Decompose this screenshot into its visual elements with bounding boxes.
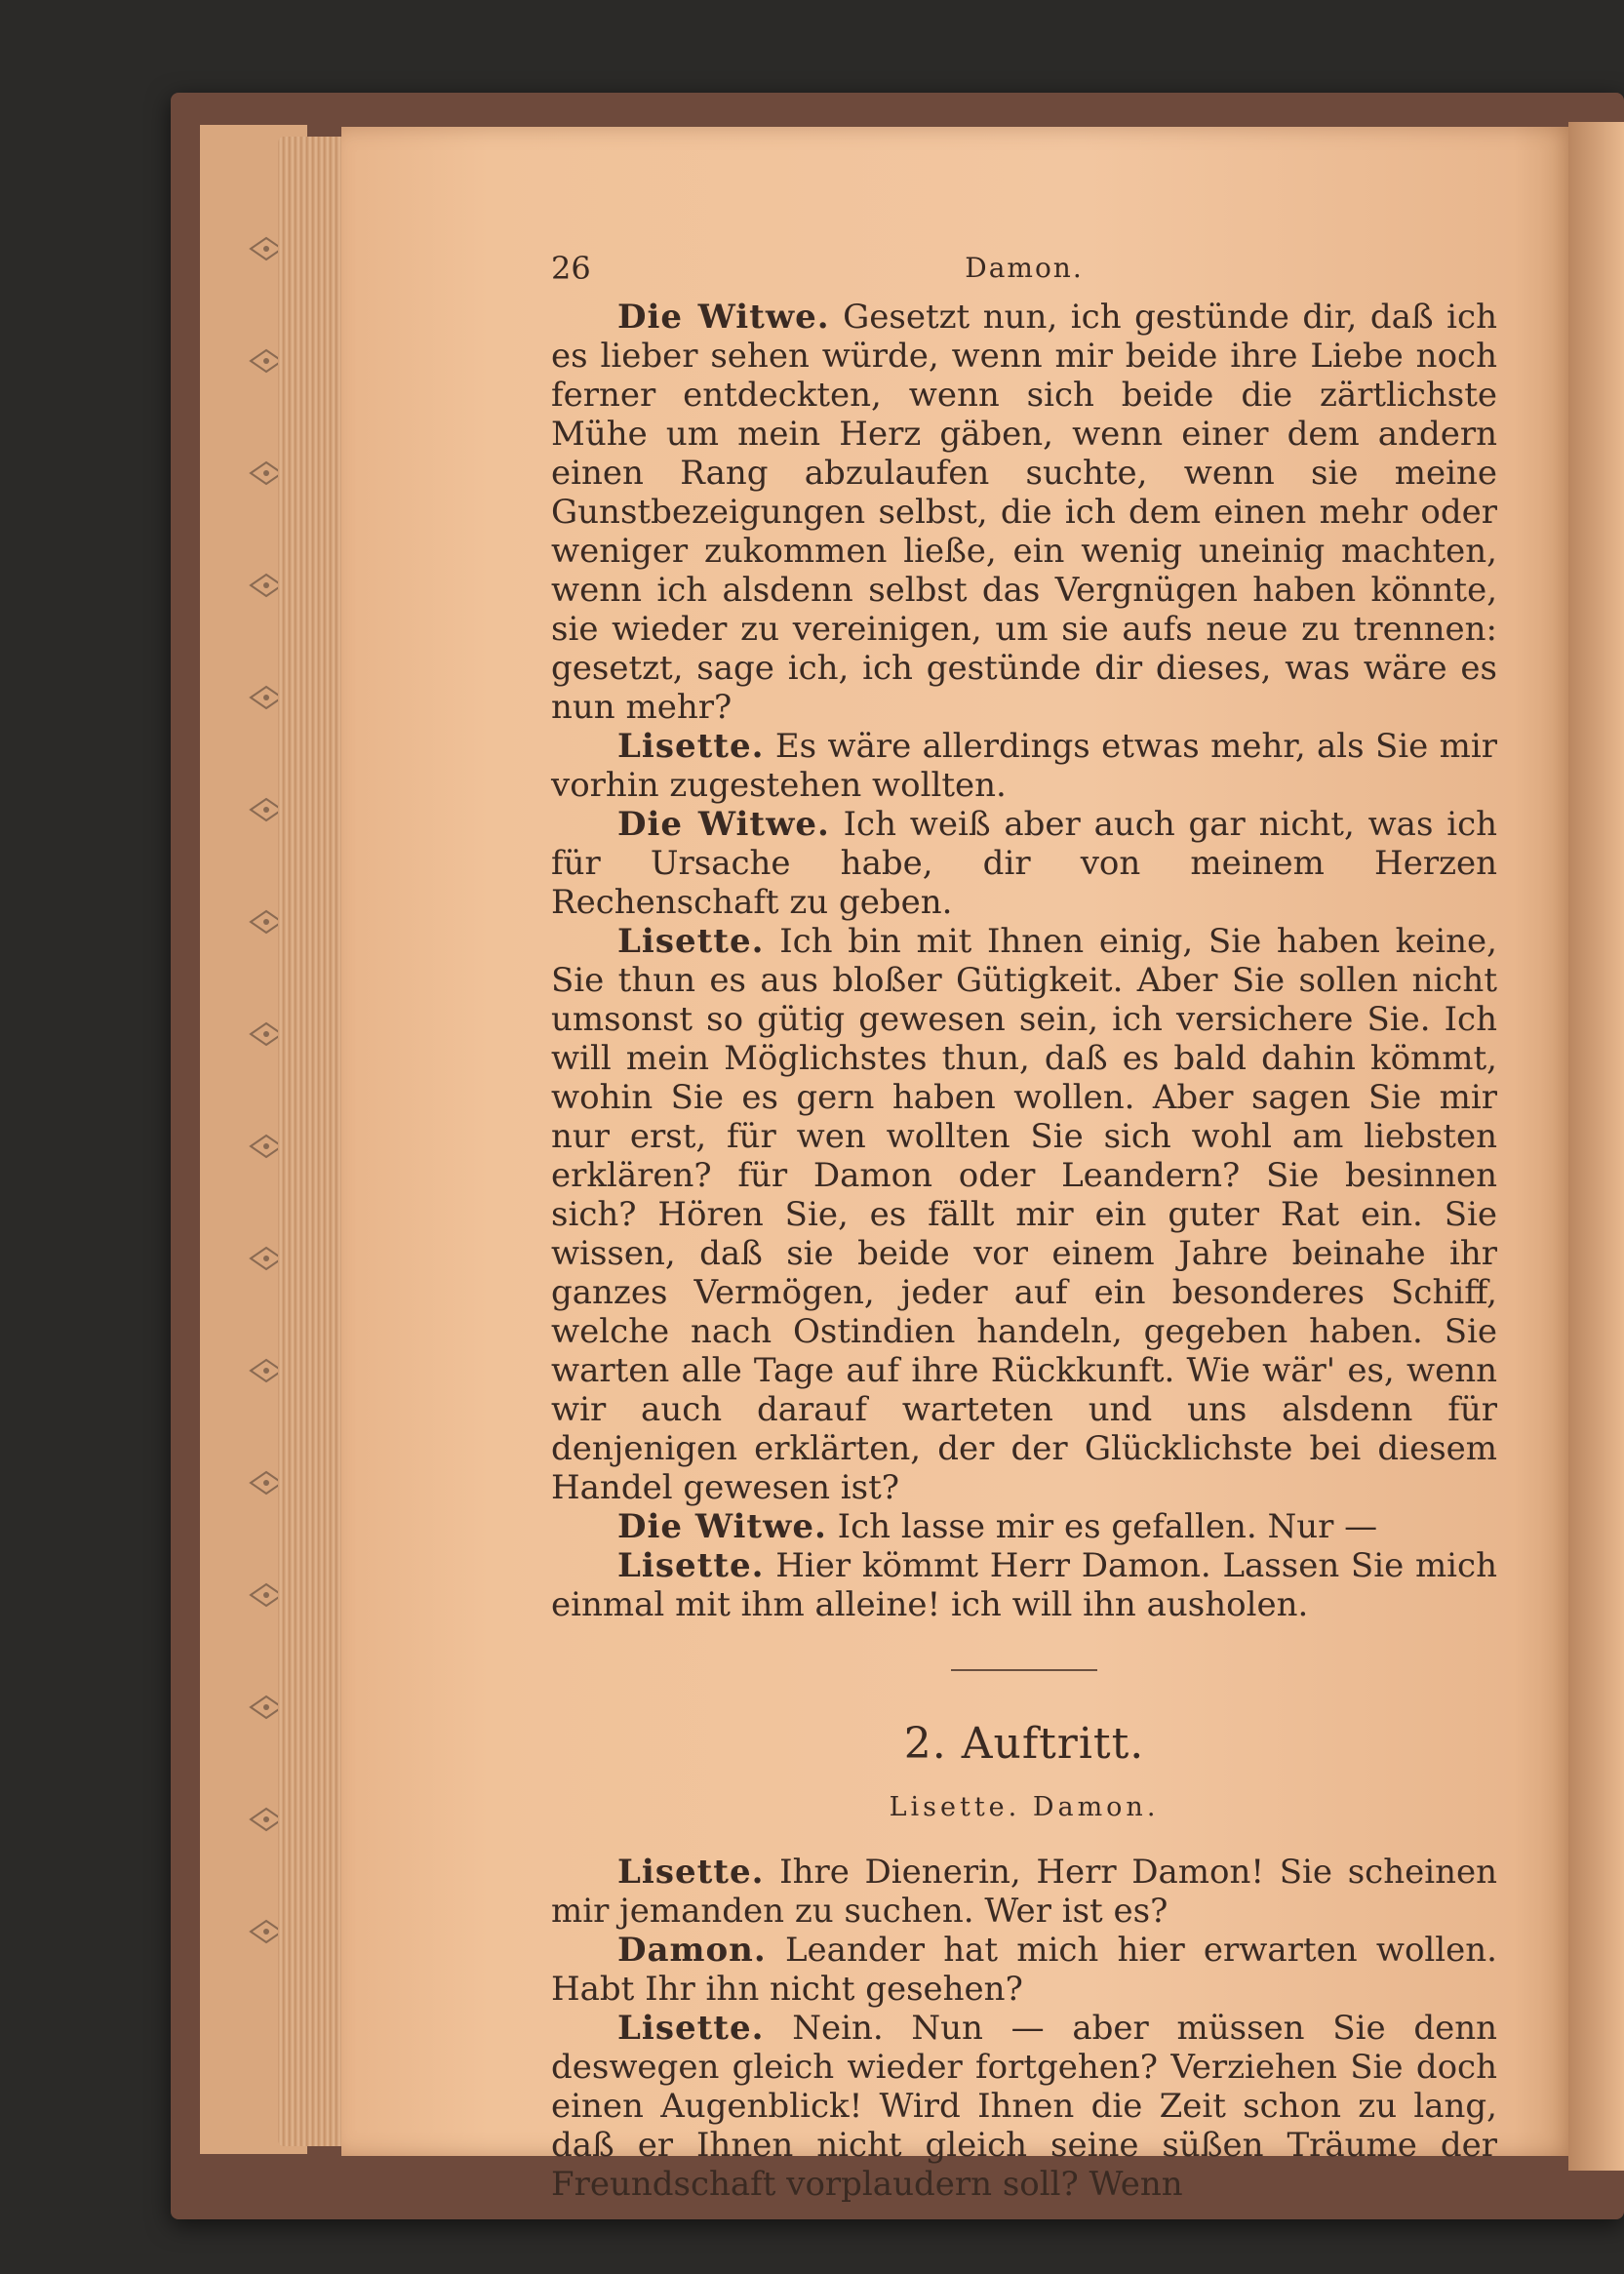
speaker-name: Lisette. — [617, 2009, 765, 2048]
speaker-name: Lisette. — [617, 1853, 765, 1892]
speaker-name: Damon. — [617, 1931, 767, 1970]
section-divider — [951, 1669, 1097, 1671]
speech-paragraph — [551, 922, 1497, 1507]
speech-text: Es wäre allerdings etwas mehr, als Sie mir vorhin zugestehen wollten. — [551, 727, 1498, 805]
speech-paragraph — [551, 1931, 1497, 2009]
speech-paragraph — [551, 805, 1497, 922]
speaker-name: Die Witwe. — [617, 298, 830, 337]
dialogue-block-2 — [551, 1853, 1497, 2204]
speech-paragraph — [551, 727, 1497, 805]
speech-paragraph — [551, 1853, 1497, 1931]
speech-paragraph — [551, 298, 1497, 727]
speech-text: Ihre Dienerin, Herr Damon! Sie scheinen mir jemanden zu suchen. Wer ist es? — [551, 1853, 1498, 1931]
speaker-name: Lisette. — [617, 727, 765, 766]
speaker-name: Die Witwe. — [617, 1507, 827, 1546]
speech-text: Nein. Nun — aber müssen Sie denn deswegen gleich wieder fortgehen? Verziehen Sie doch einen Augenblick! Wird Ihnen die Zeit schon zu lang, daß er Ihnen nicht gleich seine süßen Träume der Freundschaft vorplaudern soll? Wenn — [551, 2009, 1497, 2204]
speech-text: Ich lasse mir es gefallen. Nur — — [837, 1507, 1378, 1546]
page-header — [551, 249, 1497, 298]
page-number: 26 — [551, 250, 591, 287]
speech-text: Leander hat mich hier erwarten wollen. Habt Ihr ihn nicht gesehen? — [551, 1931, 1497, 2009]
speech-text: Gesetzt nun, ich gestünde dir, daß ich es lieber sehen würde, wenn mir beide ihre Liebe noch ferner entdeckten, wenn sich beide die zärtlichste Mühe um mein Herz gäben, wenn einer dem andern einen Rang abzulaufen suchte, wenn sie meine Gunstbezeigungen selbst, die ich dem einen mehr oder weniger zukommen ließe, ein wenig uneinig machten, wenn ich alsdenn selbst das Vergnügen haben könnte, sie wieder zu vereinigen, um sie aufs neue zu trennen: gesetzt, sage ich, ich gestünde dir dieses, was wäre es nun mehr? — [551, 298, 1497, 727]
speaker-name: Lisette. — [617, 922, 765, 961]
running-title: Damon. — [965, 252, 1084, 284]
speech-paragraph — [551, 2009, 1497, 2204]
speech-text: Ich weiß aber auch gar nicht, was ich für Ursache habe, dir von meinem Herzen Rechenschaft zu geben. — [551, 805, 1498, 922]
speech-paragraph — [551, 1546, 1497, 1624]
speaker-name: Die Witwe. — [617, 805, 830, 844]
facing-page-edge — [1568, 122, 1624, 2171]
speaker-name: Lisette. — [617, 1546, 765, 1585]
speech-text: Ich bin mit Ihnen einig, Sie haben keine, Sie thun es aus bloßer Gütigkeit. Aber Sie sollen nicht umsonst so gütig gewesen sein, ich versichere Sie. Ich will mein Möglichstes thun, daß es bald dahin kömmt, wohin Sie es gern haben wollen. Aber sagen Sie mir nur erst, für wen wollten Sie sich wohl am liebsten erklären? für Damon oder Leandern? Sie besinnen sich? Hören Sie, es fällt mir ein guter Rat ein. Sie wissen, daß sie beide vor einem Jahre beinahe ihr ganzes Vermögen, jeder auf ein besonderes Schiff, welche nach Ostindien handeln, gegeben haben. Sie warten alle Tage auf ihre Rückkunft. Wie wär' es, wenn wir auch darauf warteten und uns alsdenn für denjenigen erklärten, der der Glücklichste bei diesem Handel gewesen ist? — [551, 922, 1497, 1507]
dialogue-block-1 — [551, 298, 1497, 1624]
speech-text: Hier kömmt Herr Damon. Lassen Sie mich einmal mit ihm alleine! ich will ihn ausholen. — [551, 1546, 1497, 1624]
page-text — [551, 249, 1498, 2204]
scene-title: 2. Auftritt. — [903, 1719, 1145, 1769]
scene-personae: Lisette. Damon. — [889, 1792, 1160, 1822]
page-edges — [278, 137, 351, 2146]
speech-paragraph — [551, 1507, 1497, 1546]
